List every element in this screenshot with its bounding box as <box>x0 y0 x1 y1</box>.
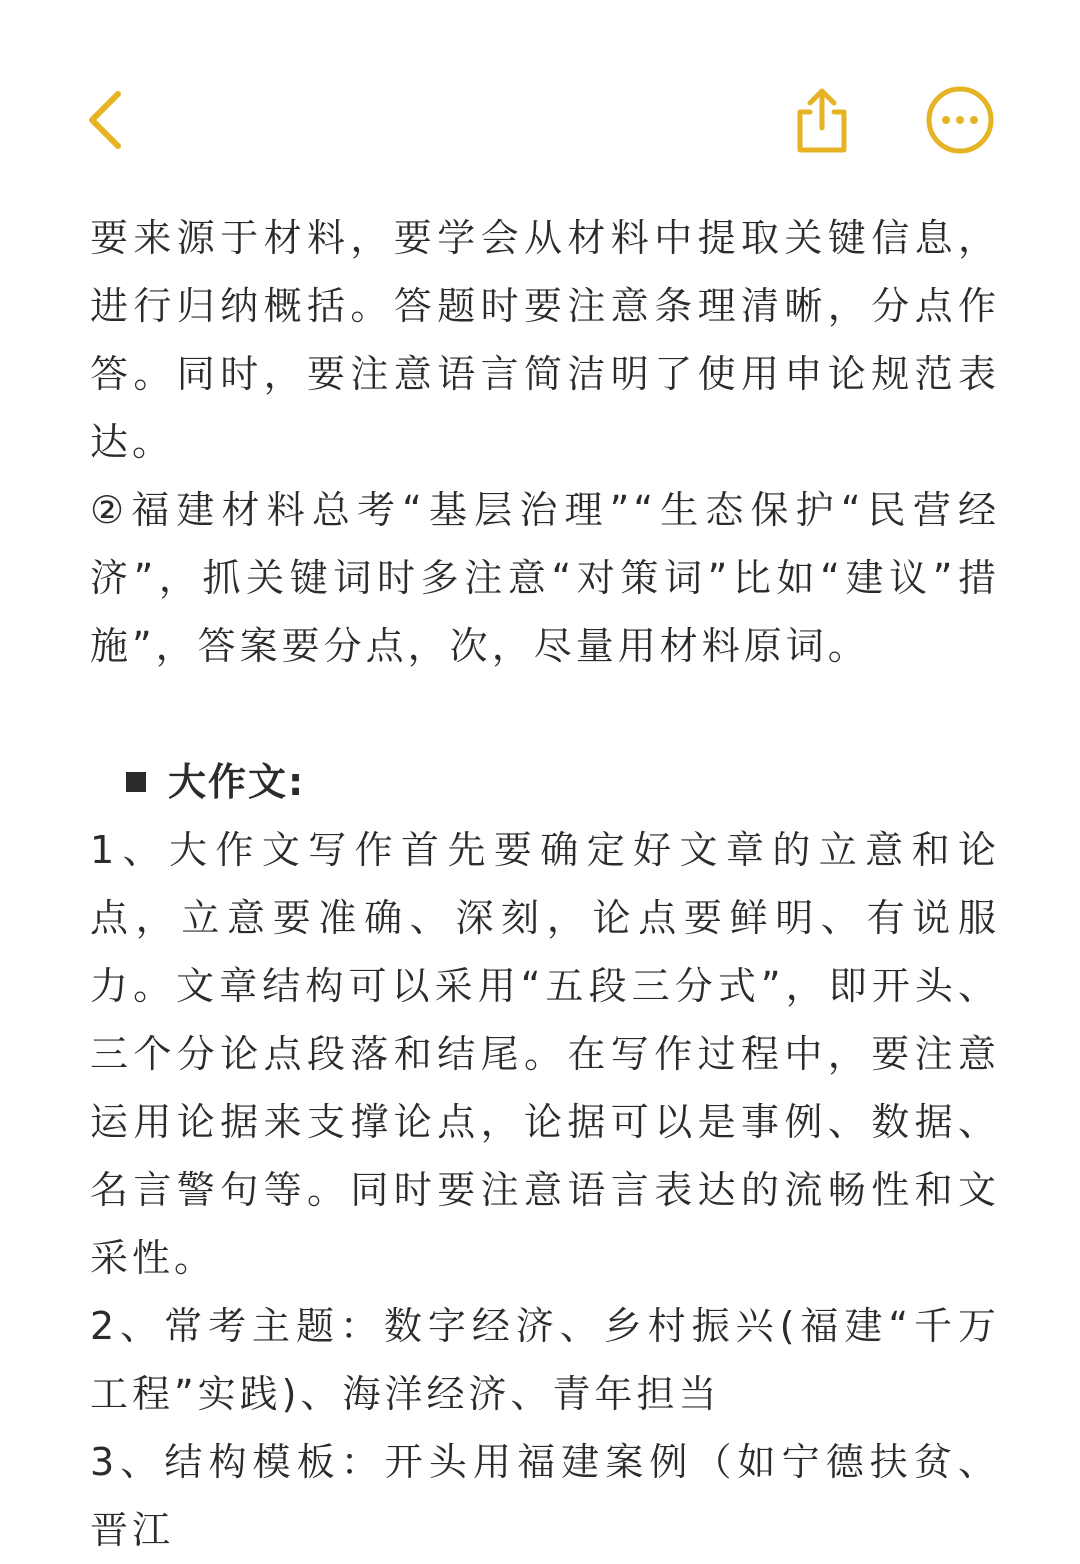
chevron-left-icon[interactable] <box>82 88 132 152</box>
note-paragraph: ②福建材料总考“基层治理”“生态保护“民营经济”，抓关键词时多注意“对策词”比如“建议”措施”，答案要分点，次，尽量用材料原词。 <box>90 488 1000 668</box>
note-paragraph: 1、大作文写作首先要确定好文章的立意和论点，立意要准确、深刻，论点要鲜明、有说服力。文章结构可以采用“五段三分式”，即开头、三个分论点段落和结尾。在写作过程中，要注意运用论据来支撑论点，论据可以是事例、数据、名言警句等。同时要注意语言表达的流畅性和文采性。 <box>90 828 1000 1280</box>
blank-line <box>90 680 1000 748</box>
square-bullet-icon <box>126 772 146 792</box>
note-paragraph: 要来源于材料，要学会从材料中提取关键信息，进行归纳概括。答题时要注意条理清晰，分点作答。同时，要注意语言简洁明了使用申论规范表达。 <box>90 216 1000 464</box>
note-paragraph: 2、常考主题：数字经济、乡村振兴(福建“千万工程”实践)、海洋经济、青年担当 <box>90 1304 1000 1416</box>
note-paragraph: 3、结构模板：开头用福建案例（如宁德扶贫、晋江 <box>90 1440 1000 1552</box>
top-toolbar <box>0 0 1080 200</box>
more-horizontal-icon[interactable] <box>924 84 996 156</box>
note-body[interactable] <box>90 204 1000 1564</box>
share-icon[interactable] <box>790 86 854 156</box>
section-heading <box>90 748 1000 816</box>
section-heading-text: 大作文: <box>168 760 306 804</box>
